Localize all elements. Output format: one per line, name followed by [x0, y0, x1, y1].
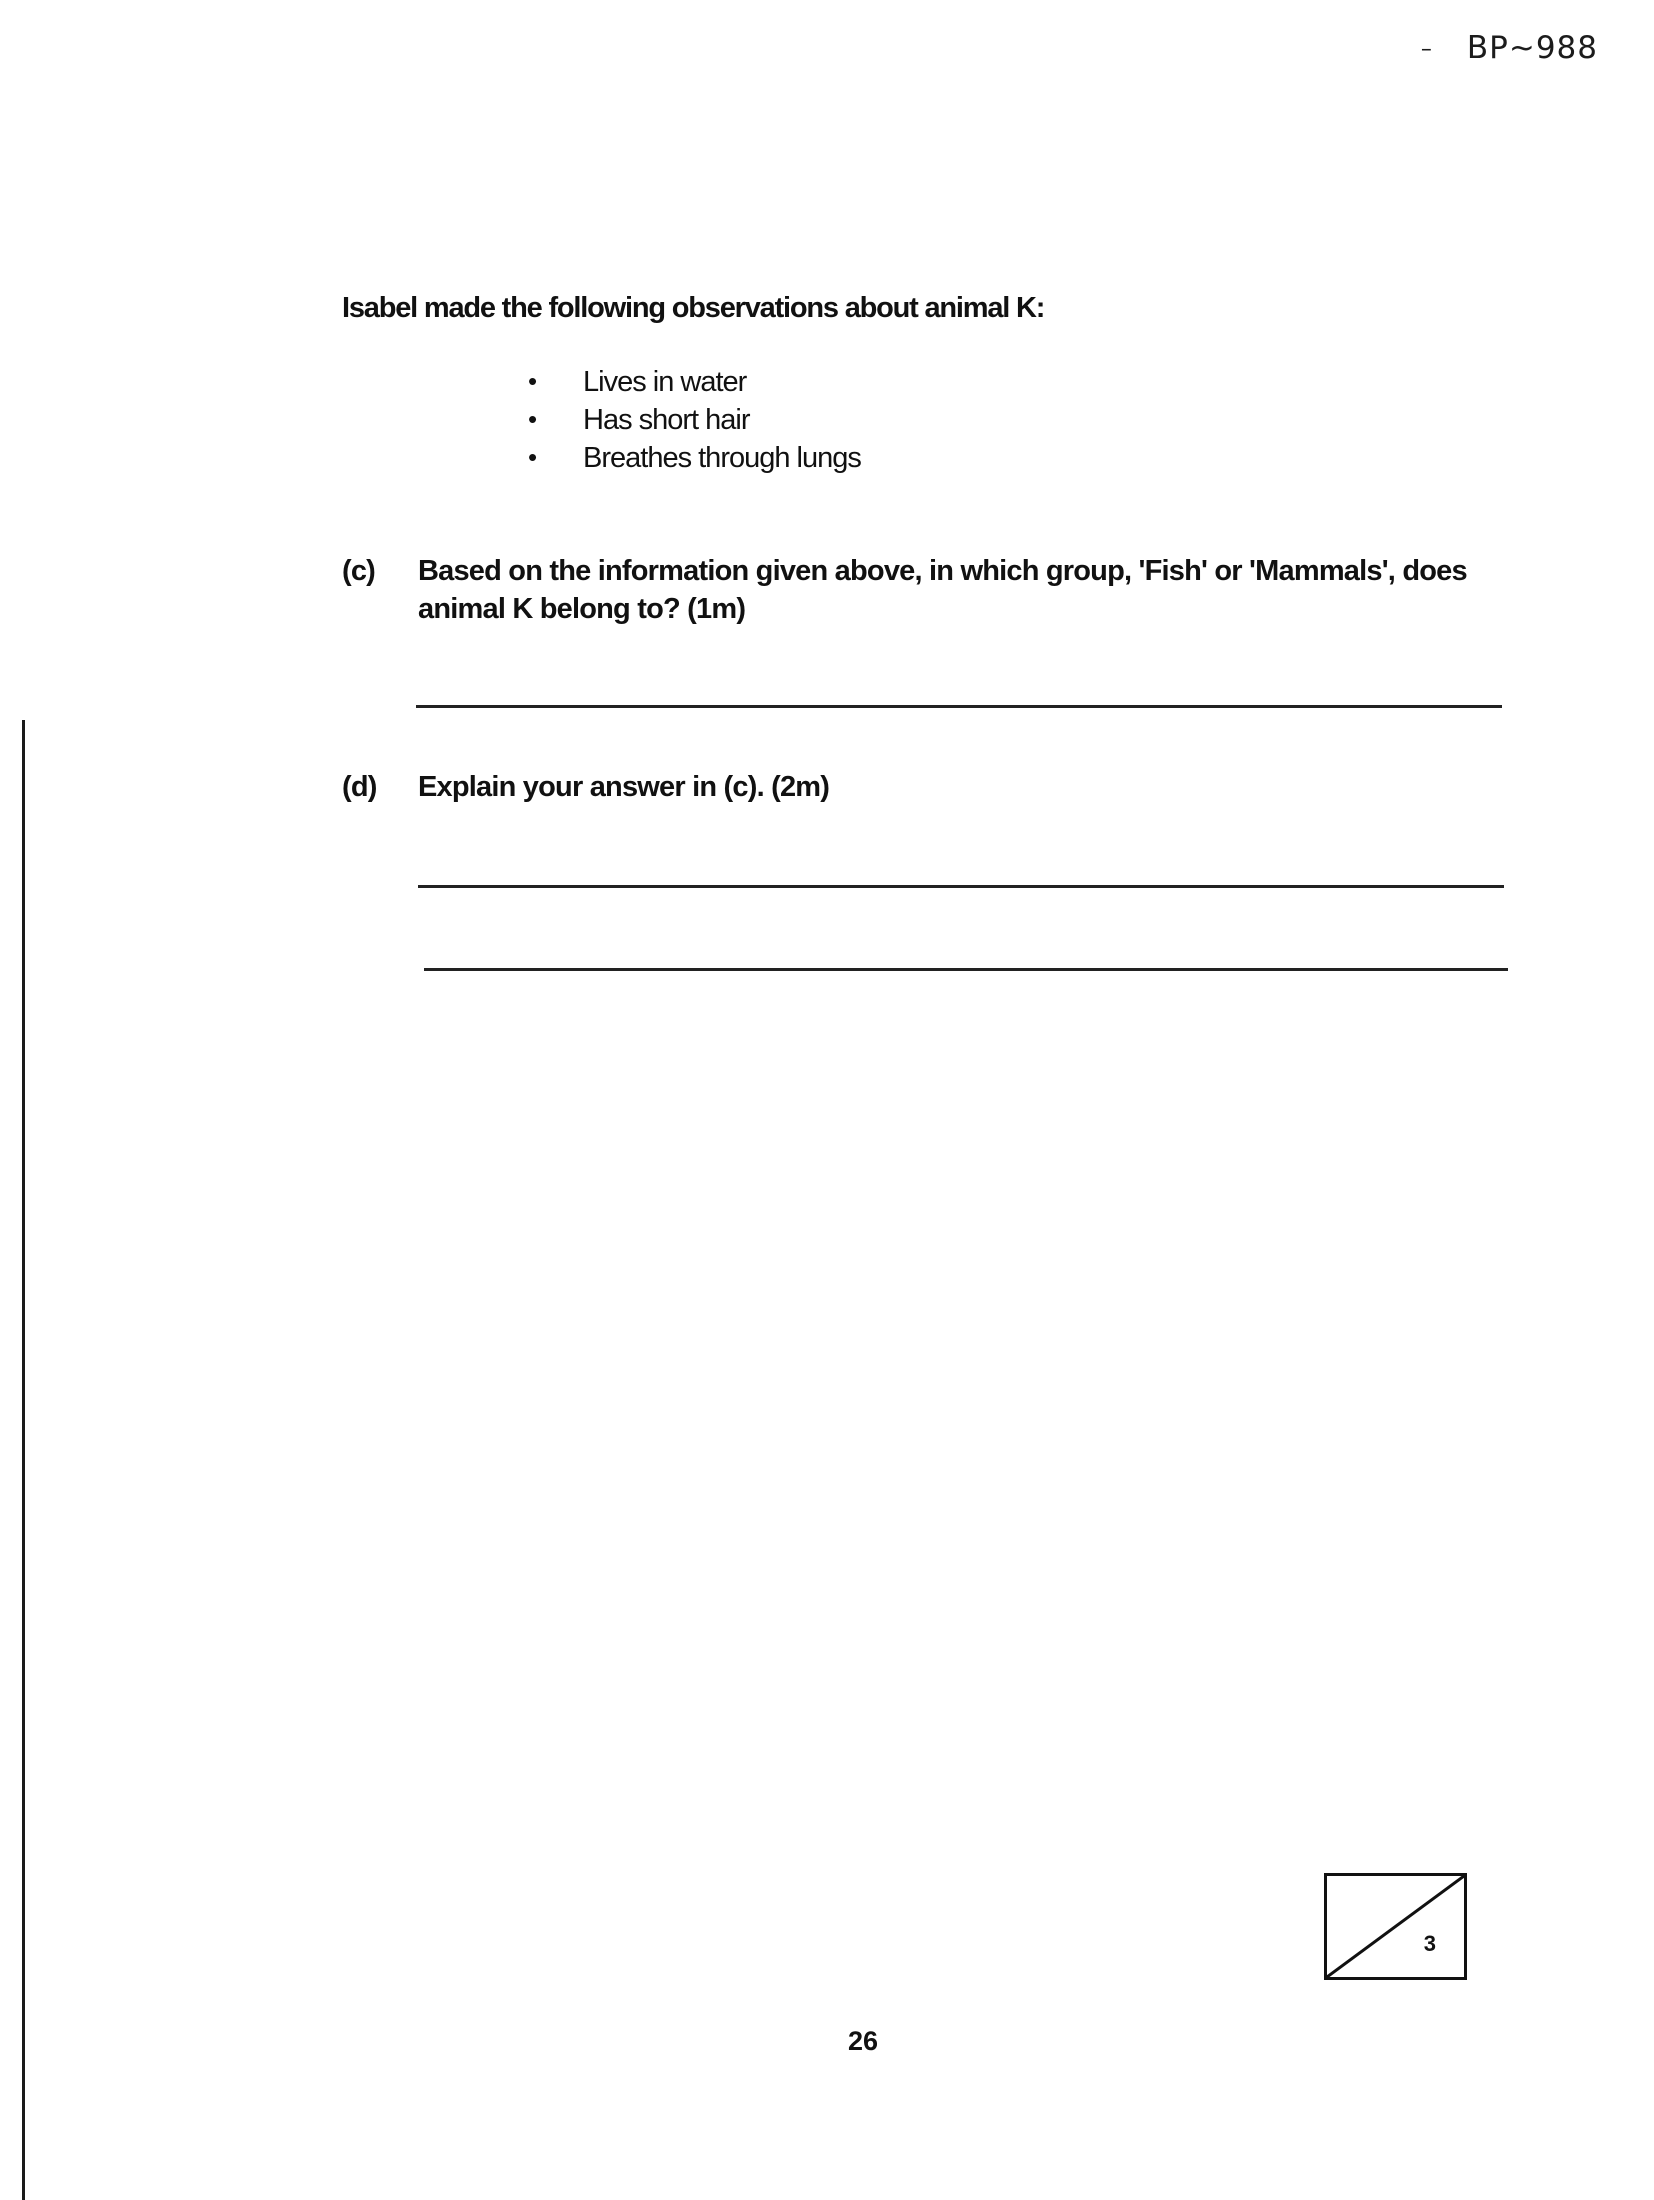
- observation-text: Has short hair: [583, 404, 750, 436]
- answer-line-c[interactable]: [416, 705, 1502, 708]
- observation-list: [523, 366, 861, 480]
- answer-line-d-2[interactable]: [424, 968, 1508, 971]
- question-c-text: Based on the information given above, in which group, 'Fish' or 'Mammals', does animal K belong to? (1m): [418, 555, 1467, 625]
- marks-value: 3: [1423, 1931, 1436, 1956]
- marks-diagonal-icon: [1327, 1876, 1464, 1977]
- observation-text: Breathes through lungs: [583, 442, 861, 474]
- page-code-text: BP~988: [1466, 30, 1598, 66]
- bullet-icon: •: [528, 442, 537, 472]
- page-code: [1421, 30, 1598, 66]
- observation-item: [523, 404, 861, 442]
- observation-item: [523, 442, 861, 480]
- dash-mark: –: [1420, 37, 1433, 62]
- question-c-label: (c): [342, 555, 376, 587]
- bullet-icon: •: [528, 404, 537, 434]
- marks-box: [1324, 1873, 1467, 1980]
- observation-item: [523, 366, 861, 404]
- question-d-label: (d): [342, 771, 377, 803]
- page-number: 26: [848, 2026, 879, 2056]
- answer-line-d-1[interactable]: [418, 885, 1504, 888]
- scan-page-edge: [22, 720, 25, 2200]
- bullet-icon: •: [528, 366, 537, 396]
- question-d-text: Explain your answer in (c). (2m): [418, 771, 830, 803]
- observation-text: Lives in water: [583, 366, 747, 398]
- intro-text: Isabel made the following observations about animal K:: [342, 292, 1045, 324]
